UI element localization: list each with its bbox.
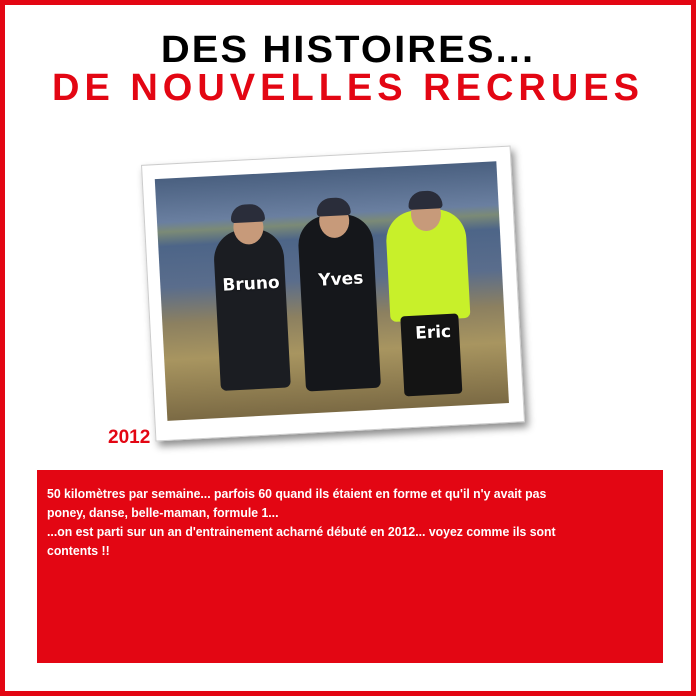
- helmet-icon: [316, 197, 351, 217]
- person-yves-figure: [297, 213, 381, 392]
- description-box: [37, 470, 663, 663]
- polaroid-photo-frame: [141, 146, 525, 442]
- description-line-1: 50 kilomètres par semaine... parfois 60 quand ils étaient en forme et qu'il n'y avait pas: [47, 486, 547, 501]
- description-text: [47, 484, 605, 560]
- name-label-bruno: Bruno: [221, 272, 281, 296]
- description-line-3: ...on est parti sur un an d'entrainement acharné débuté en 2012... voyez comme ils sont: [47, 524, 556, 539]
- helmet-icon: [230, 203, 265, 223]
- person-bruno-figure: [213, 228, 291, 391]
- year-label: 2012: [108, 427, 151, 448]
- cyclists-photo: [155, 161, 509, 421]
- helmet-icon: [408, 190, 443, 210]
- title-line-2: DE NOUVELLES RECRUES: [52, 67, 644, 109]
- name-label-eric: Eric: [414, 321, 452, 344]
- title-line-1: DES HISTOIRES...: [160, 29, 536, 71]
- description-line-4: contents !!: [47, 543, 110, 558]
- description-line-2: poney, danse, belle-maman, formule 1...: [47, 505, 279, 520]
- name-label-yves: Yves: [317, 268, 364, 291]
